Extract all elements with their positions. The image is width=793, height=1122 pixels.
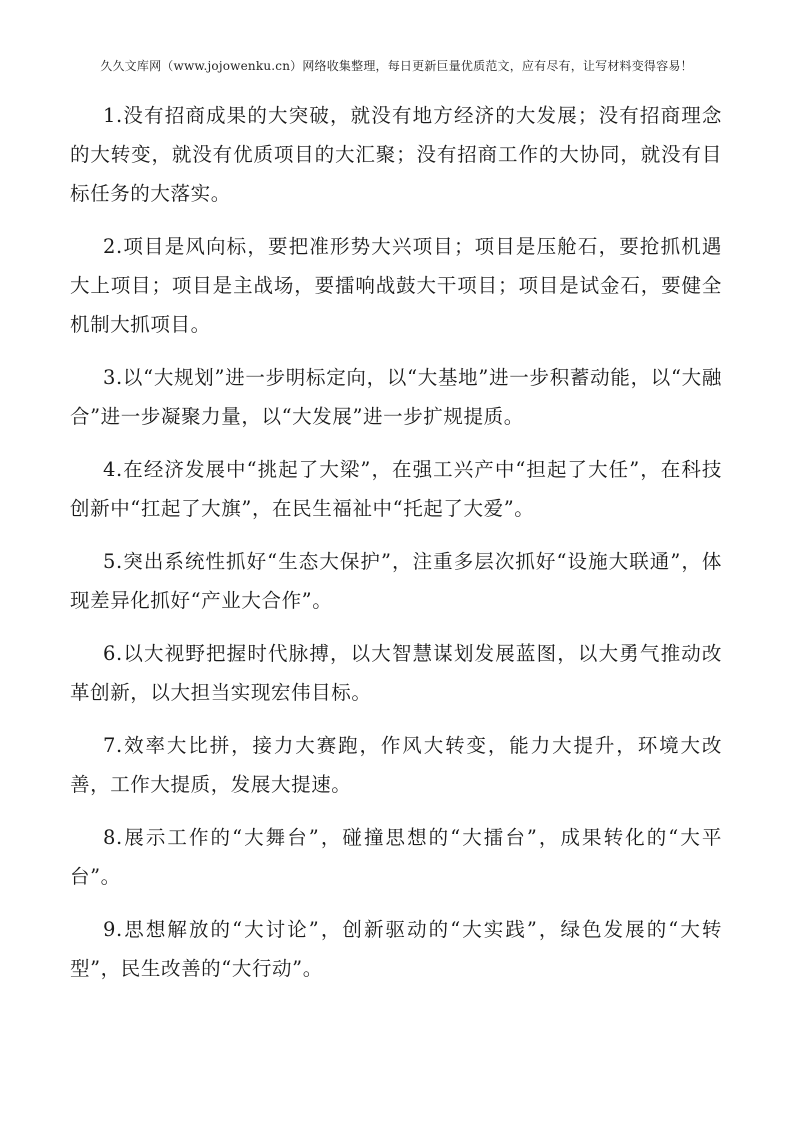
paragraph-8: 8.展示工作的“大舞台”，碰撞思想的“大擂台”，成果转化的“大平台”。: [70, 826, 722, 888]
paragraph-1: 1.没有招商成果的大突破，就没有地方经济的大发展；没有招商理念的大转变，就没有优质项目的大汇聚；没有招商工作的大协同，就没有目标任务的大落实。: [70, 104, 722, 205]
page-header: 久久文库网（www.jojowenku.cn）网络收集整理，每日更新巨量优质范文，应有尽有，让写材料变得容易！: [100, 59, 693, 73]
paragraph-5: 5.突出系统性抓好“生态大保护”，注重多层次抓好“设施大联通”，体现差异化抓好“产业大合作”。: [70, 550, 722, 612]
paragraph-3: 3.以“大规划”进一步明标定向，以“大基地”进一步积蓄动能，以“大融合”进一步凝聚力量，以“大发展”进一步扩规提质。: [70, 366, 722, 428]
paragraph-2: 2.项目是风向标，要把准形势大兴项目；项目是压舱石，要抢抓机遇大上项目；项目是主战场，要擂响战鼓大干项目；项目是试金石，要健全机制大抓项目。: [70, 235, 722, 336]
paragraph-7: 7.效率大比拼，接力大赛跑，作风大转变，能力大提升，环境大改善，工作大提质，发展大提速。: [70, 734, 722, 796]
paragraph-9: 9.思想解放的“大讨论”，创新驱动的“大实践”，绿色发展的“大转型”，民生改善的“大行动”。: [70, 918, 722, 980]
document-body: [70, 96, 722, 1002]
paragraph-4: 4.在经济发展中“挑起了大梁”，在强工兴产中“担起了大任”，在科技创新中“扛起了大旗”，在民生福祉中“托起了大爱”。: [70, 458, 722, 520]
paragraph-6: 6.以大视野把握时代脉搏，以大智慧谋划发展蓝图，以大勇气推动改革创新，以大担当实现宏伟目标。: [70, 642, 722, 704]
